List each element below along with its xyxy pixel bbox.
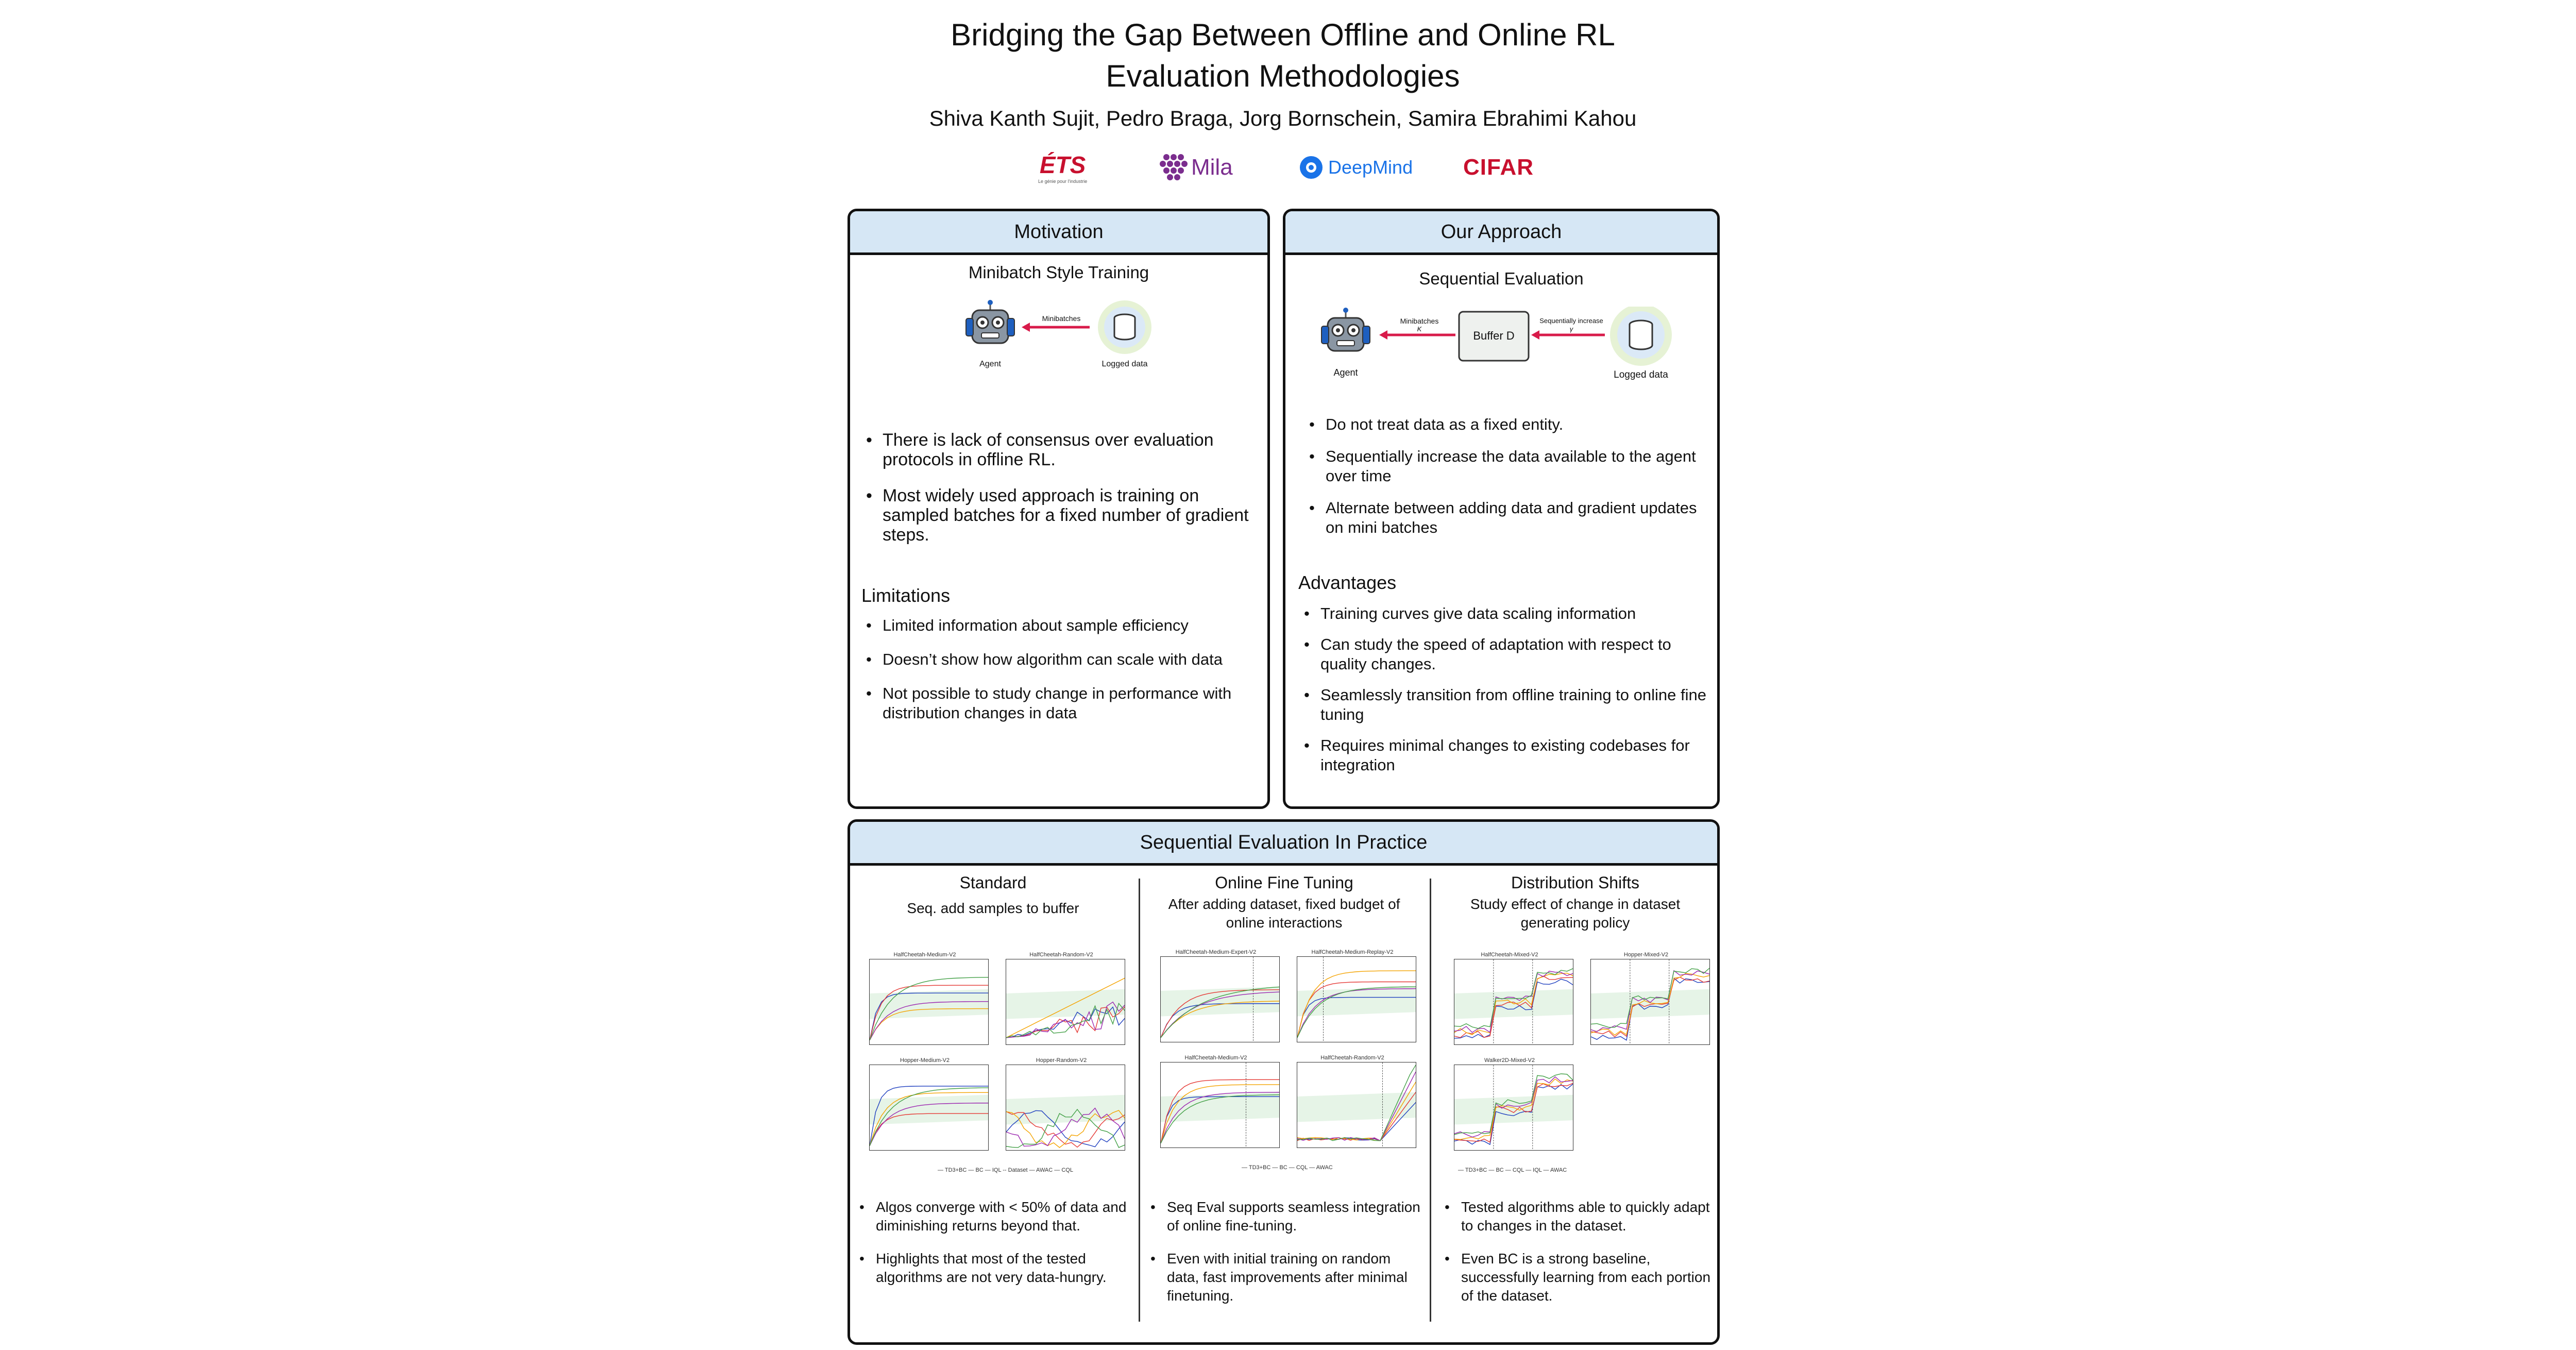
- limitation-bullet: • Doesn’t show how algorithm can scale with data: [863, 650, 1260, 669]
- standard-bullets: [856, 1198, 1134, 1303]
- plot-legend: — TD3+BC — BC — CQL — AWAC: [1242, 1165, 1333, 1171]
- plot-title: HalfCheetah-Medium-V2: [893, 952, 956, 958]
- plot-panel: [858, 951, 992, 1056]
- logo-row: [845, 144, 1721, 191]
- plot-title: HalfCheetah-Random-V2: [1029, 952, 1093, 958]
- approach-panel: [1283, 209, 1720, 809]
- minibatch-diagram: [961, 299, 1162, 376]
- standard-subtitle: Seq. add samples to buffer: [907, 900, 1079, 916]
- variance-band: [1297, 987, 1416, 1017]
- variance-band: [1297, 1092, 1416, 1122]
- plot-panel: [858, 1056, 992, 1162]
- standard-bullet: • Highlights that most of the tested algorithms are not very data-hungry.: [856, 1250, 1134, 1287]
- finetune-bullet: • Seq Eval supports seamless integration of online fine-tuning.: [1147, 1198, 1426, 1235]
- plot-curves: [1454, 1065, 1573, 1150]
- plot-title: HalfCheetah-Mixed-V2: [1481, 952, 1538, 958]
- agent-label: Agent: [1333, 367, 1358, 378]
- limitations-bullets: [863, 616, 1260, 739]
- column-divider: [1139, 879, 1140, 1322]
- plot-panel: [1149, 948, 1283, 1054]
- logged-data-label: Logged data: [1614, 369, 1668, 380]
- plot-legend: — TD3+BC — BC — CQL — IQL — AWAC: [1458, 1167, 1567, 1173]
- plot-title: HalfCheetah-Random-V2: [1320, 1055, 1384, 1061]
- standard-title: Standard: [959, 873, 1027, 892]
- variance-band: [1006, 1095, 1125, 1125]
- practice-panel: [848, 819, 1720, 1345]
- sequential-increase-label: Sequentially increase: [1539, 317, 1603, 325]
- plot-curves: [870, 959, 988, 1044]
- poster: [845, 0, 1721, 1350]
- variance-band: [1591, 989, 1709, 1019]
- approach-subtitle: Sequential Evaluation: [1419, 269, 1584, 288]
- plot-panel: [1443, 951, 1577, 1056]
- practice-header: Sequential Evaluation In Practice: [850, 822, 1717, 866]
- shift-plot-grid: [1443, 951, 1716, 1162]
- advantages-title: Advantages: [1298, 572, 1397, 593]
- plot-panel: [1285, 1054, 1419, 1159]
- plot-title: HalfCheetah-Medium-Replay-V2: [1311, 949, 1394, 955]
- approach-bullet: • Alternate between adding data and gradient updates on mini batches: [1306, 498, 1708, 537]
- plot-curves: [1161, 957, 1279, 1042]
- approach-bullets: [1306, 415, 1708, 554]
- plot-panel: [1149, 1054, 1283, 1159]
- motivation-panel: [848, 209, 1270, 809]
- approach-bullet: • Sequentially increase the data available to the agent over time: [1306, 447, 1708, 486]
- standard-plot-grid: [858, 951, 1131, 1162]
- plot-curves: [1006, 959, 1125, 1044]
- authors: Shiva Kanth Sujit, Pedro Braga, Jorg Bornschein, Samira Ebrahimi Kahou: [929, 106, 1637, 130]
- plot-curves: [1006, 1065, 1125, 1150]
- cifar-logo-text: CIFAR: [1463, 155, 1534, 180]
- plot-title: Hopper-Medium-V2: [900, 1057, 950, 1064]
- motivation-bullet: • There is lack of consensus over evaluation protocols in offline RL.: [863, 430, 1255, 469]
- plot-panel: [994, 951, 1128, 1056]
- plot-legend: — TD3+BC — BC — IQL -- Dataset — AWAC — CQL: [938, 1167, 1073, 1173]
- advantage-bullet: • Requires minimal changes to existing codebases for integration: [1301, 736, 1708, 775]
- minibatches-label: Minibatches: [1042, 314, 1081, 323]
- cifar-logo: [1463, 144, 1534, 191]
- finetune-bullet: • Even with initial training on random data, fast improvements after minimal finetuning.: [1147, 1250, 1426, 1305]
- approach-header: Our Approach: [1285, 211, 1717, 255]
- deepmind-logo-text: DeepMind: [1328, 157, 1413, 178]
- plot-title: HalfCheetah-Medium-Expert-V2: [1175, 949, 1257, 955]
- finetune-column: [1141, 863, 1427, 1342]
- finetune-bullets: [1147, 1198, 1426, 1322]
- finetune-subtitle: After adding dataset, fixed budget of online interactions: [1168, 896, 1400, 931]
- variance-band: [1454, 1095, 1573, 1125]
- approach-bullet: • Do not treat data as a fixed entity.: [1306, 415, 1708, 434]
- plot-title: Walker2D-Mixed-V2: [1484, 1057, 1535, 1064]
- shift-bullets: [1442, 1198, 1715, 1322]
- plot-curves: [1591, 959, 1709, 1044]
- variance-band: [1006, 989, 1125, 1019]
- plot-curves: [1161, 1062, 1279, 1148]
- ets-logo-tagline: Le génie pour l'industrie: [1038, 179, 1088, 184]
- standard-column: [850, 863, 1136, 1342]
- plot-curves: [1297, 957, 1416, 1042]
- motivation-header: Motivation: [850, 211, 1267, 255]
- agent-label: Agent: [979, 360, 1001, 368]
- logged-data-label: Logged data: [1101, 360, 1148, 368]
- shift-column: [1432, 863, 1718, 1342]
- buffer-label: Buffer D: [1473, 329, 1515, 342]
- plot-title: HalfCheetah-Medium-V2: [1184, 1055, 1247, 1061]
- poster-title: Bridging the Gap Between Offline and Online RL Evaluation Methodologies: [951, 18, 1615, 93]
- shift-bullet: • Tested algorithms able to quickly adapt to changes in the dataset.: [1442, 1198, 1715, 1235]
- motivation-bullet: • Most widely used approach is training on sampled batches for a fixed number of gradient steps.: [863, 486, 1255, 545]
- finetune-title: Online Fine Tuning: [1215, 873, 1353, 892]
- shift-bullet: • Even BC is a strong baseline, successfully learning from each portion of the dataset.: [1442, 1250, 1715, 1305]
- plot-curves: [1454, 959, 1573, 1044]
- mila-hex-icon: [1159, 152, 1188, 183]
- shift-subtitle: Study effect of change in dataset generating policy: [1470, 896, 1681, 931]
- variance-band: [870, 1095, 988, 1125]
- gamma-label: γ: [1569, 325, 1573, 333]
- ets-logo: [1038, 144, 1087, 191]
- mila-logo-text: Mila: [1191, 155, 1233, 180]
- plot-panel: [994, 1056, 1128, 1162]
- deepmind-icon: [1298, 155, 1324, 180]
- motivation-bullets: [863, 430, 1255, 561]
- standard-bullet: • Algos converge with < 50% of data and diminishing returns beyond that.: [856, 1198, 1134, 1235]
- column-divider: [1430, 879, 1431, 1322]
- motivation-subtitle: Minibatch Style Training: [968, 263, 1149, 282]
- deepmind-logo: [1298, 144, 1413, 191]
- plot-panel: [1443, 1056, 1577, 1162]
- advantages-bullets: [1301, 604, 1708, 791]
- shift-title: Distribution Shifts: [1511, 873, 1639, 892]
- ets-logo-text: ÉTS: [1039, 151, 1086, 178]
- minibatches-label: Minibatches: [1400, 317, 1439, 325]
- advantage-bullet: • Seamlessly transition from offline training to online fine tuning: [1301, 685, 1708, 724]
- minibatches-k-label: K: [1417, 325, 1422, 333]
- limitation-bullet: • Limited information about sample efficiency: [863, 616, 1260, 635]
- mila-logo: [1159, 144, 1233, 191]
- sequential-diagram: [1316, 307, 1708, 384]
- advantage-bullet: • Can study the speed of adaptation with respect to quality changes.: [1301, 635, 1708, 674]
- robot-icon: [966, 300, 1014, 343]
- plot-panel: [1579, 951, 1713, 1056]
- limitations-title: Limitations: [861, 585, 951, 606]
- finetune-plot-grid: [1149, 948, 1422, 1159]
- plot-title: Hopper-Random-V2: [1036, 1057, 1087, 1064]
- robot-icon: [1321, 308, 1370, 351]
- limitation-bullet: • Not possible to study change in performance with distribution changes in data: [863, 684, 1260, 723]
- advantage-bullet: • Training curves give data scaling information: [1301, 604, 1708, 623]
- plot-curves: [1297, 1062, 1416, 1148]
- plot-panel: [1285, 948, 1419, 1054]
- plot-title: Hopper-Mixed-V2: [1623, 952, 1669, 958]
- plot-curves: [870, 1065, 988, 1150]
